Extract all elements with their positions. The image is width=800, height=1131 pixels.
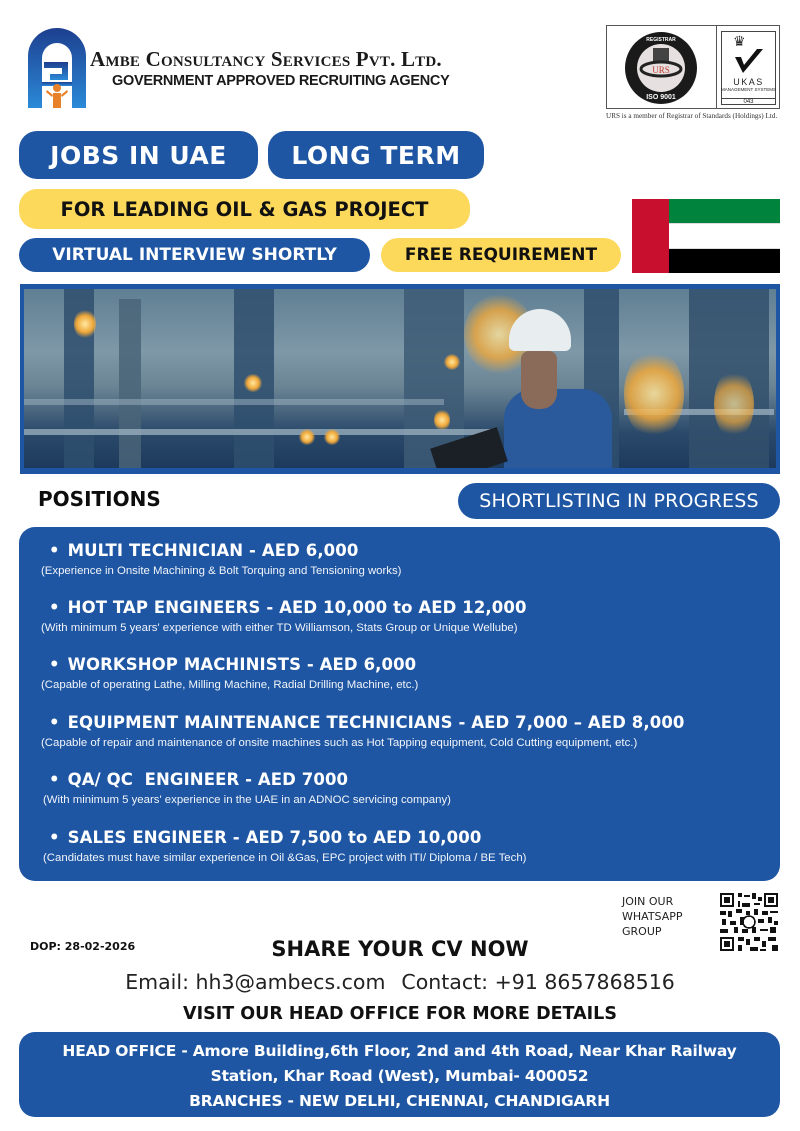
bullet-icon: • <box>49 655 60 674</box>
job-title: • QA/ QC ENGINEER - AED 7000 <box>49 770 349 789</box>
bullet-icon: • <box>49 598 60 617</box>
refinery-engineer-photo <box>24 289 776 468</box>
job-title: • MULTI TECHNICIAN - AED 6,000 <box>49 541 359 560</box>
job-desc: (Candidates must have similar experience in Oil &Gas, EPC project with ITI/ Diploma / BE Tech) <box>43 852 527 864</box>
email-link[interactable]: Email: hh3@ambecs.com <box>125 970 386 994</box>
job-title: • HOT TAP ENGINEERS - AED 10,000 to AED 12,000 <box>49 598 527 617</box>
branches-line: BRANCHES - NEW DELHI, CHENNAI, CHANDIGARH <box>189 1092 610 1110</box>
shortlisting-status-badge: SHORTLISTING IN PROGRESS <box>458 483 780 519</box>
job-title: • SALES ENGINEER - AED 7,500 to AED 10,000 <box>49 828 482 847</box>
bullet-icon: • <box>49 770 60 789</box>
ukas-number: 043 <box>721 98 776 105</box>
jobs-in-uae-badge: JOBS IN UAE <box>19 131 258 179</box>
bullet-icon: • <box>49 541 60 560</box>
bullet-icon: • <box>49 828 60 847</box>
positions-list <box>19 527 780 881</box>
company-tagline: GOVERNMENT APPROVED RECRUITING AGENCY <box>112 73 450 89</box>
hero-image-frame <box>20 284 780 474</box>
long-term-badge: LONG TERM <box>268 131 484 179</box>
share-cv-heading: SHARE YOUR CV NOW <box>271 937 529 961</box>
crown-icon: ♛ <box>733 33 746 49</box>
ukas-label: UKAS <box>733 77 764 87</box>
job-title: • WORKSHOP MACHINISTS - AED 6,000 <box>49 655 417 674</box>
job-desc: (Experience in Onsite Machining & Bolt Torquing and Tensioning works) <box>41 565 402 577</box>
company-name: Ambe Consultancy Services Pvt. Ltd. <box>90 47 442 71</box>
cert-caption: URS is a member of Registrar of Standards (Holdings) Ltd. <box>606 112 778 120</box>
whatsapp-join-label: JOIN OUR WHATSAPP GROUP <box>622 895 683 938</box>
svg-text:URS: URS <box>652 65 670 75</box>
urs-iso-seal-icon <box>624 31 698 105</box>
job-desc: (Capable of operating Lathe, Milling Machine, Radial Drilling Machine, etc.) <box>41 679 419 691</box>
address-line: HEAD OFFICE - Amore Building,6th Floor, 2nd and 4th Road, Near Khar Railway <box>62 1042 737 1060</box>
address-line: Station, Khar Road (West), Mumbai- 400052 <box>210 1067 589 1085</box>
date-of-publication: DOP: 28-02-2026 <box>30 940 136 953</box>
positions-heading: POSITIONS <box>38 487 161 511</box>
job-title: • EQUIPMENT MAINTENANCE TECHNICIANS - AED 7,000 – AED 8,000 <box>49 713 685 732</box>
uae-flag-icon <box>632 199 780 273</box>
virtual-interview-badge: VIRTUAL INTERVIEW SHORTLY <box>19 238 370 272</box>
contact-line <box>0 970 800 994</box>
svg-text:ISO 9001: ISO 9001 <box>646 94 676 101</box>
job-desc: (Capable of repair and maintenance of onsite machines such as Hot Tapping equipment, Cold Cutting equipment, etc.) <box>41 737 638 749</box>
ambe-logo-icon <box>28 28 86 108</box>
checkmark-icon <box>733 47 765 75</box>
svg-text:REGISTRAR: REGISTRAR <box>646 37 676 43</box>
visit-office-heading: VISIT OUR HEAD OFFICE FOR MORE DETAILS <box>183 1004 617 1024</box>
job-desc: (With minimum 5 years' experience in the UAE in an ADNOC servicing company) <box>43 794 451 806</box>
bullet-icon: • <box>49 713 60 732</box>
free-requirement-badge: FREE REQUIREMENT <box>381 238 621 272</box>
cert-divider <box>716 25 717 109</box>
head-office-address <box>19 1032 780 1117</box>
project-badge: FOR LEADING OIL & GAS PROJECT <box>19 189 470 229</box>
phone-link[interactable]: Contact: +91 8657868516 <box>401 970 675 994</box>
job-desc: (With minimum 5 years' experience with either TD Williamson, Stats Group or Unique Wellube) <box>41 622 518 634</box>
ukas-sub: MANAGEMENT SYSTEMS <box>721 87 776 92</box>
